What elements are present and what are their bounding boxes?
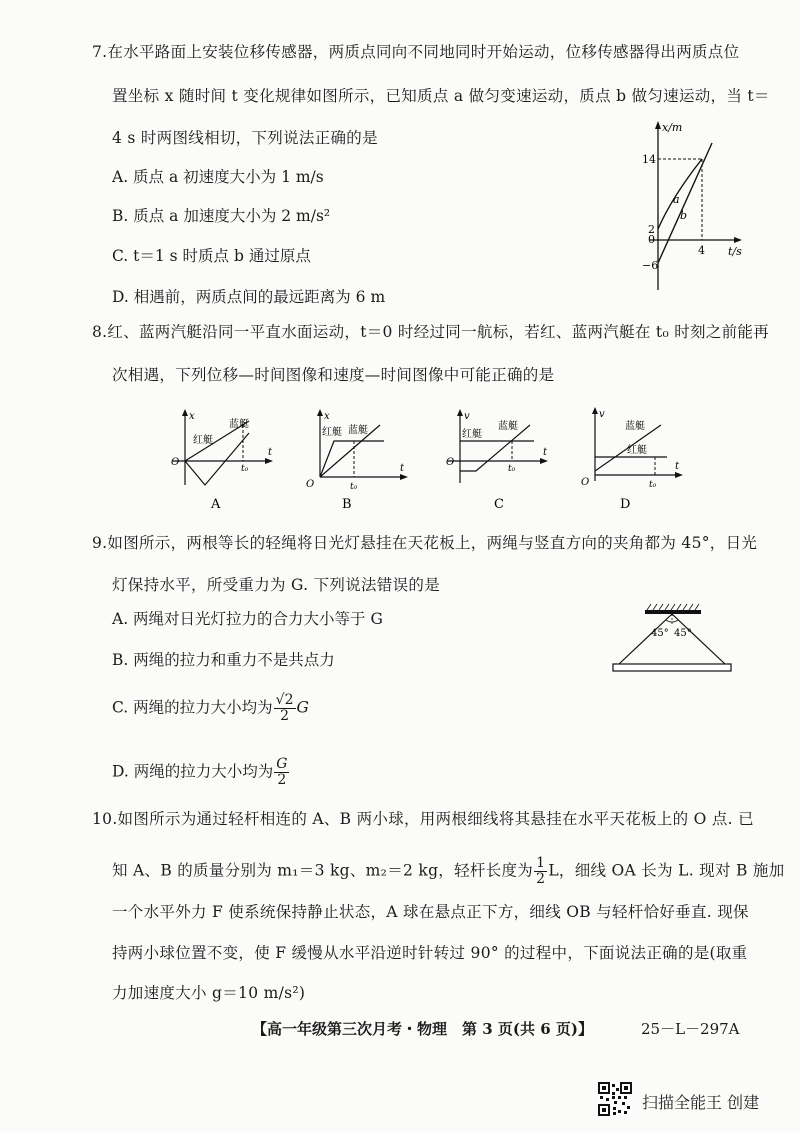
q8b-origin: O [306, 479, 315, 490]
q7-tick-2: 2 [648, 223, 655, 236]
q10-line2-suffix: L，细线 OA 长为 L. 现对 B 施加 [548, 861, 785, 880]
q10-stem-line5: 力加速度大小 g＝10 m/s²) [112, 984, 306, 1002]
q8b-red-line [320, 441, 384, 477]
q9-left-rope [619, 614, 672, 664]
q7-tick-neg6: −6 [642, 259, 659, 272]
q8b-t-label: t [400, 463, 405, 474]
q9-option-c [112, 693, 309, 724]
q10-line2-text: 知 A、B 的质量分别为 m₁＝3 kg、m₂＝2 kg，轻杆长度为 [112, 861, 534, 880]
q7-y-axis-label: x/m [662, 121, 683, 134]
q8d-option-label: D [620, 497, 631, 512]
q10-fraction-denominator: 2 [536, 871, 546, 887]
q9-option-d [112, 757, 290, 788]
q8d-t-label: t [675, 461, 680, 472]
q9-option-a: A. 两绳对日光灯拉力的合力大小等于 G [112, 610, 383, 628]
q8a-red-label: 红艇 [193, 435, 213, 446]
q9-angle-right: 45° [674, 628, 692, 639]
q7-y-arrow-icon [655, 121, 661, 129]
q8c-x-arrow-icon [540, 458, 548, 464]
q9-option-c-text: C. 两绳的拉力大小均为 [112, 698, 273, 717]
q8a-x-arrow-icon [265, 458, 273, 464]
q8c-origin: O [446, 457, 455, 468]
q8c-t0: t₀ [508, 464, 516, 474]
q8d-red-label: 红艇 [627, 445, 647, 456]
q8c-y-label: v [464, 411, 470, 422]
q9-lamp-diagram [605, 600, 740, 680]
q7-x-axis-label: t/s [728, 245, 742, 258]
q8a-y-label: x [189, 411, 195, 422]
q8c-y-arrow-icon [457, 409, 463, 416]
q7-option-c: C. t＝1 s 时质点 b 通过原点 [112, 247, 311, 265]
q7-tick-0: 0 [648, 233, 655, 246]
q9-option-d-numerator: G [276, 756, 288, 772]
page-footer-code: 25－L－297A [641, 1020, 740, 1038]
q7-label-a: a [673, 193, 680, 206]
q8d-y-arrow-icon [592, 407, 598, 414]
q8d-t0: t₀ [649, 480, 657, 490]
q8b-y-label: x [324, 411, 330, 422]
q9-option-d-fraction [274, 757, 289, 788]
q8a-blue-label: 蓝艇 [229, 419, 249, 430]
q8-graph-c [440, 405, 555, 515]
q10-fraction-numerator: 1 [536, 855, 546, 871]
qr-code-icon [598, 1082, 632, 1116]
q8d-blue-label: 蓝艇 [625, 421, 645, 432]
q10-stem-line4: 持两小球位置不变，使 F 缓慢从水平沿逆时针转过 90° 的过程中，下面说法正确的是(取重 [112, 944, 748, 962]
q7-option-d: D. 相遇前，两质点间的最远距离为 6 m [112, 288, 386, 306]
q9-option-d-text: D. 两绳的拉力大小均为 [112, 762, 274, 781]
q8b-red-label: 红艇 [322, 427, 342, 438]
q10-rod-length-fraction [534, 856, 547, 887]
q8b-option-label: B [342, 497, 352, 512]
q8c-blue-label: 蓝艇 [498, 421, 518, 432]
q8-graph-a [165, 405, 280, 515]
q9-ceiling [645, 610, 701, 614]
q8-stem-line2: 次相遇，下列位移—时间图像和速度—时间图像中可能正确的是 [112, 366, 555, 384]
q7-stem-line1: 7.在水平路面上安装位移传感器，两质点同向不同地同时开始运动，位移传感器得出两质点位 [92, 43, 740, 61]
q8d-x-arrow-icon [675, 472, 683, 478]
q8a-origin: O [171, 457, 180, 468]
q8a-y-arrow-icon [182, 409, 188, 416]
q8a-t-label: t [268, 447, 273, 458]
q8-graph-b [300, 405, 415, 515]
q9-angle-left: 45° [651, 628, 669, 639]
q8c-red-label: 红艇 [462, 429, 482, 440]
q9-stem-line2: 灯保持水平，所受重力为 G. 下列说法错误的是 [112, 576, 441, 594]
page-footer-title: 【高一年级第三次月考・物理 第 3 页(共 6 页)】 [252, 1020, 593, 1038]
q7-tick-4: 4 [698, 244, 705, 257]
q7-option-a: A. 质点 a 初速度大小为 1 m/s [112, 168, 324, 186]
q10-stem-line1: 10.如图所示为通过轻杆相连的 A、B 两小球，用两根细线将其悬挂在水平天花板上的 O 点. 已 [92, 810, 754, 828]
q8c-t-label: t [543, 447, 548, 458]
q8-stem-line1: 8.红、蓝两汽艇沿同一平直水面运动，t＝0 时经过同一航标，若红、蓝两汽艇在 t₀ 时刻之前能再 [92, 323, 770, 341]
q8-graph-d [575, 405, 690, 515]
q7-position-time-graph [630, 115, 750, 295]
q8d-origin: O [581, 477, 590, 488]
q9-option-c-fraction [274, 693, 296, 724]
q7-tick-14: 14 [642, 153, 656, 166]
q8a-t0: t₀ [241, 464, 249, 474]
q9-option-c-denominator: 2 [280, 708, 290, 724]
q10-stem-line2 [112, 856, 785, 887]
q8a-option-label: A [211, 497, 221, 512]
q9-right-rope [672, 614, 725, 664]
scanner-watermark: 扫描全能王 创建 [642, 1093, 760, 1112]
q7-option-b: B. 质点 a 加速度大小为 2 m/s² [112, 207, 331, 225]
q10-stem-line3: 一个水平外力 F 使系统保持静止状态，A 球在悬点正下方，细线 OB 与轻杆恰好垂直. 现保 [112, 903, 749, 921]
q8b-x-arrow-icon [400, 474, 408, 480]
q9-option-d-denominator: 2 [277, 772, 287, 788]
q9-lamp [613, 664, 731, 671]
q7-stem-line3: 4 s 时两图线相切，下列说法正确的是 [112, 129, 378, 147]
q9-option-c-suffix: G [296, 698, 309, 717]
q8b-y-arrow-icon [317, 409, 323, 416]
q9-option-b: B. 两绳的拉力和重力不是共点力 [112, 651, 335, 669]
q8c-option-label: C [494, 497, 504, 512]
q9-stem-line1: 9.如图所示，两根等长的轻绳将日光灯悬挂在天花板上，两绳与竖直方向的夹角都为 45°，日光 [92, 534, 758, 552]
q8b-t0: t₀ [350, 482, 358, 492]
q8b-blue-label: 蓝艇 [348, 425, 368, 436]
q7-stem-line2: 置坐标 x 随时间 t 变化规律如图所示，已知质点 a 做匀变速运动，质点 b 做匀速运动，当 t＝ [112, 87, 770, 105]
q7-x-arrow-icon [734, 237, 742, 243]
q9-option-c-numerator: √2 [275, 692, 294, 708]
q8d-y-label: v [599, 409, 605, 420]
q7-label-b: b [680, 209, 688, 222]
